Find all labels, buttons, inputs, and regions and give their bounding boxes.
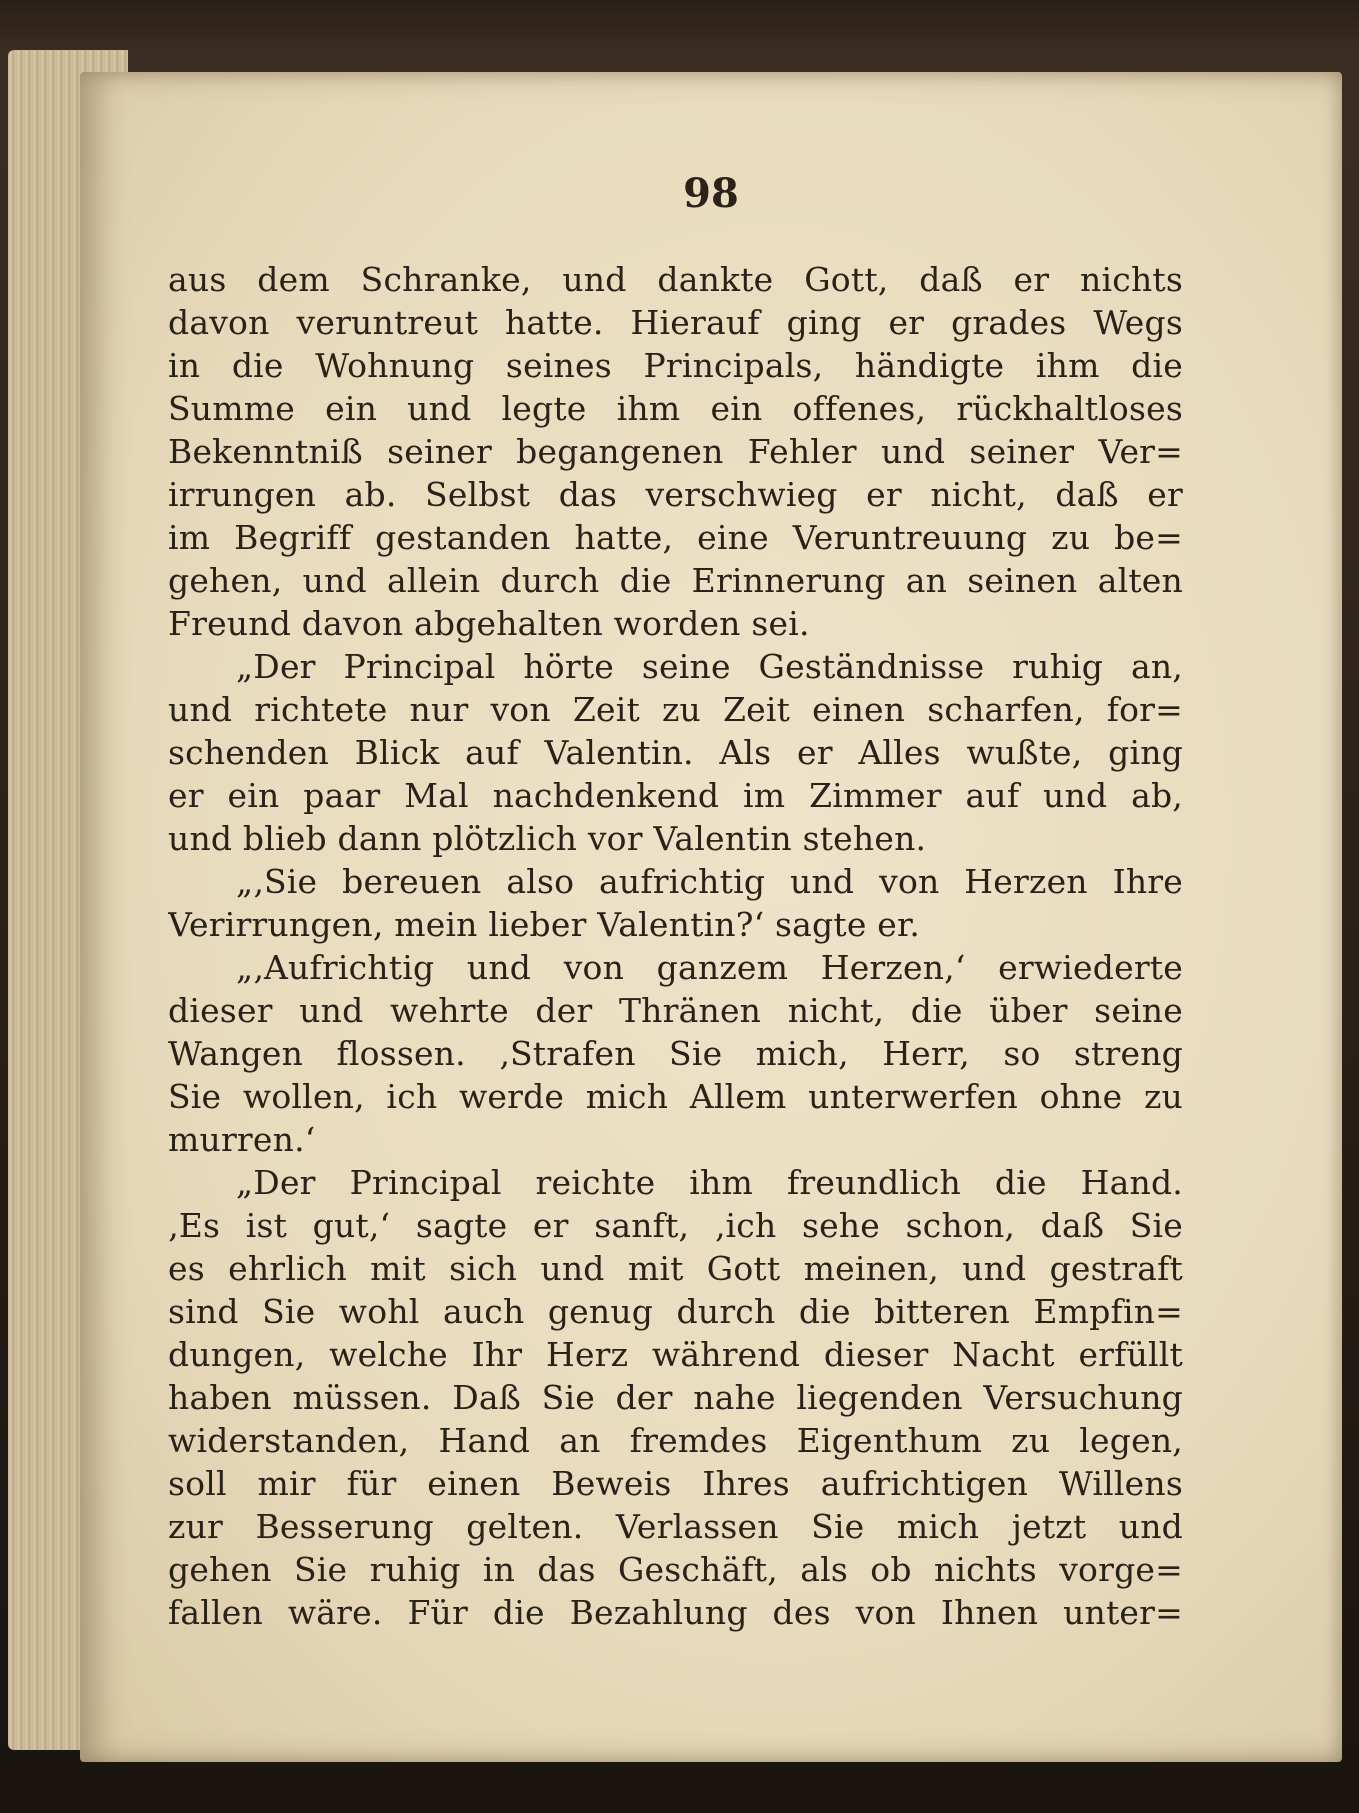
text-line: haben müssen. Daß Sie der nahe liegenden Versuchung: [168, 1378, 1183, 1417]
body-text: [168, 258, 1183, 1634]
text-line: Wangen flossen. ‚Strafen Sie mich, Herr, so streng: [168, 1034, 1183, 1073]
text-line: „‚Sie bereuen also aufrichtig und von Herzen Ihre: [236, 862, 1183, 901]
text-line: Freund davon abgehalten worden sei.: [168, 604, 810, 643]
text-line: Bekenntniß seiner begangenen Fehler und seiner Ver=: [168, 432, 1183, 471]
text-line: „Der Principal hörte seine Geständnisse ruhig an,: [236, 647, 1183, 686]
text-line: er ein paar Mal nachdenkend im Zimmer auf und ab,: [168, 776, 1183, 815]
text-line: sind Sie wohl auch genug durch die bitteren Empfin=: [168, 1292, 1183, 1331]
text-line: zur Besserung gelten. Verlassen Sie mich jetzt und: [168, 1507, 1183, 1546]
text-line: Verirrungen, mein lieber Valentin?‘ sagte er.: [168, 905, 921, 944]
text-line: und blieb dann plötzlich vor Valentin stehen.: [168, 819, 927, 858]
text-line: Sie wollen, ich werde mich Allem unterwerfen ohne zu: [168, 1077, 1183, 1116]
text-line: dungen, welche Ihr Herz während dieser Nacht erfüllt: [168, 1335, 1183, 1374]
text-line: murren.‘: [168, 1120, 316, 1159]
text-line: schenden Blick auf Valentin. Als er Alles wußte, ging: [168, 733, 1183, 772]
text-line: fallen wäre. Für die Bezahlung des von Ihnen unter=: [168, 1593, 1183, 1632]
text-line: gehen Sie ruhig in das Geschäft, als ob nichts vorge=: [168, 1550, 1183, 1589]
text-line: in die Wohnung seines Principals, händigte ihm die: [168, 346, 1183, 385]
text-line: und richtete nur von Zeit zu Zeit einen scharfen, for=: [168, 690, 1183, 729]
text-line: im Begriff gestanden hatte, eine Veruntreuung zu be=: [168, 518, 1183, 557]
text-line: „Der Principal reichte ihm freundlich die Hand.: [236, 1163, 1183, 1202]
text-line: dieser und wehrte der Thränen nicht, die über seine: [168, 991, 1183, 1030]
text-line: gehen, und allein durch die Erinnerung an seinen alten: [168, 561, 1183, 600]
page-number: 98: [683, 170, 739, 217]
text-line: davon veruntreut hatte. Hierauf ging er grades Wegs: [168, 303, 1183, 342]
text-line: widerstanden, Hand an fremdes Eigenthum zu legen,: [168, 1421, 1183, 1460]
text-line: irrungen ab. Selbst das verschwieg er nicht, daß er: [168, 475, 1183, 514]
text-line: soll mir für einen Beweis Ihres aufrichtigen Willens: [168, 1464, 1183, 1503]
text-line: es ehrlich mit sich und mit Gott meinen, und gestraft: [168, 1249, 1183, 1288]
text-line: „‚Aufrichtig und von ganzem Herzen,‘ erwiederte: [236, 948, 1183, 987]
text-line: aus dem Schranke, und dankte Gott, daß er nichts: [168, 260, 1183, 299]
text-line: Summe ein und legte ihm ein offenes, rückhaltloses: [168, 389, 1183, 428]
text-line: ‚Es ist gut,‘ sagte er sanft, ‚ich sehe schon, daß Sie: [168, 1206, 1183, 1245]
